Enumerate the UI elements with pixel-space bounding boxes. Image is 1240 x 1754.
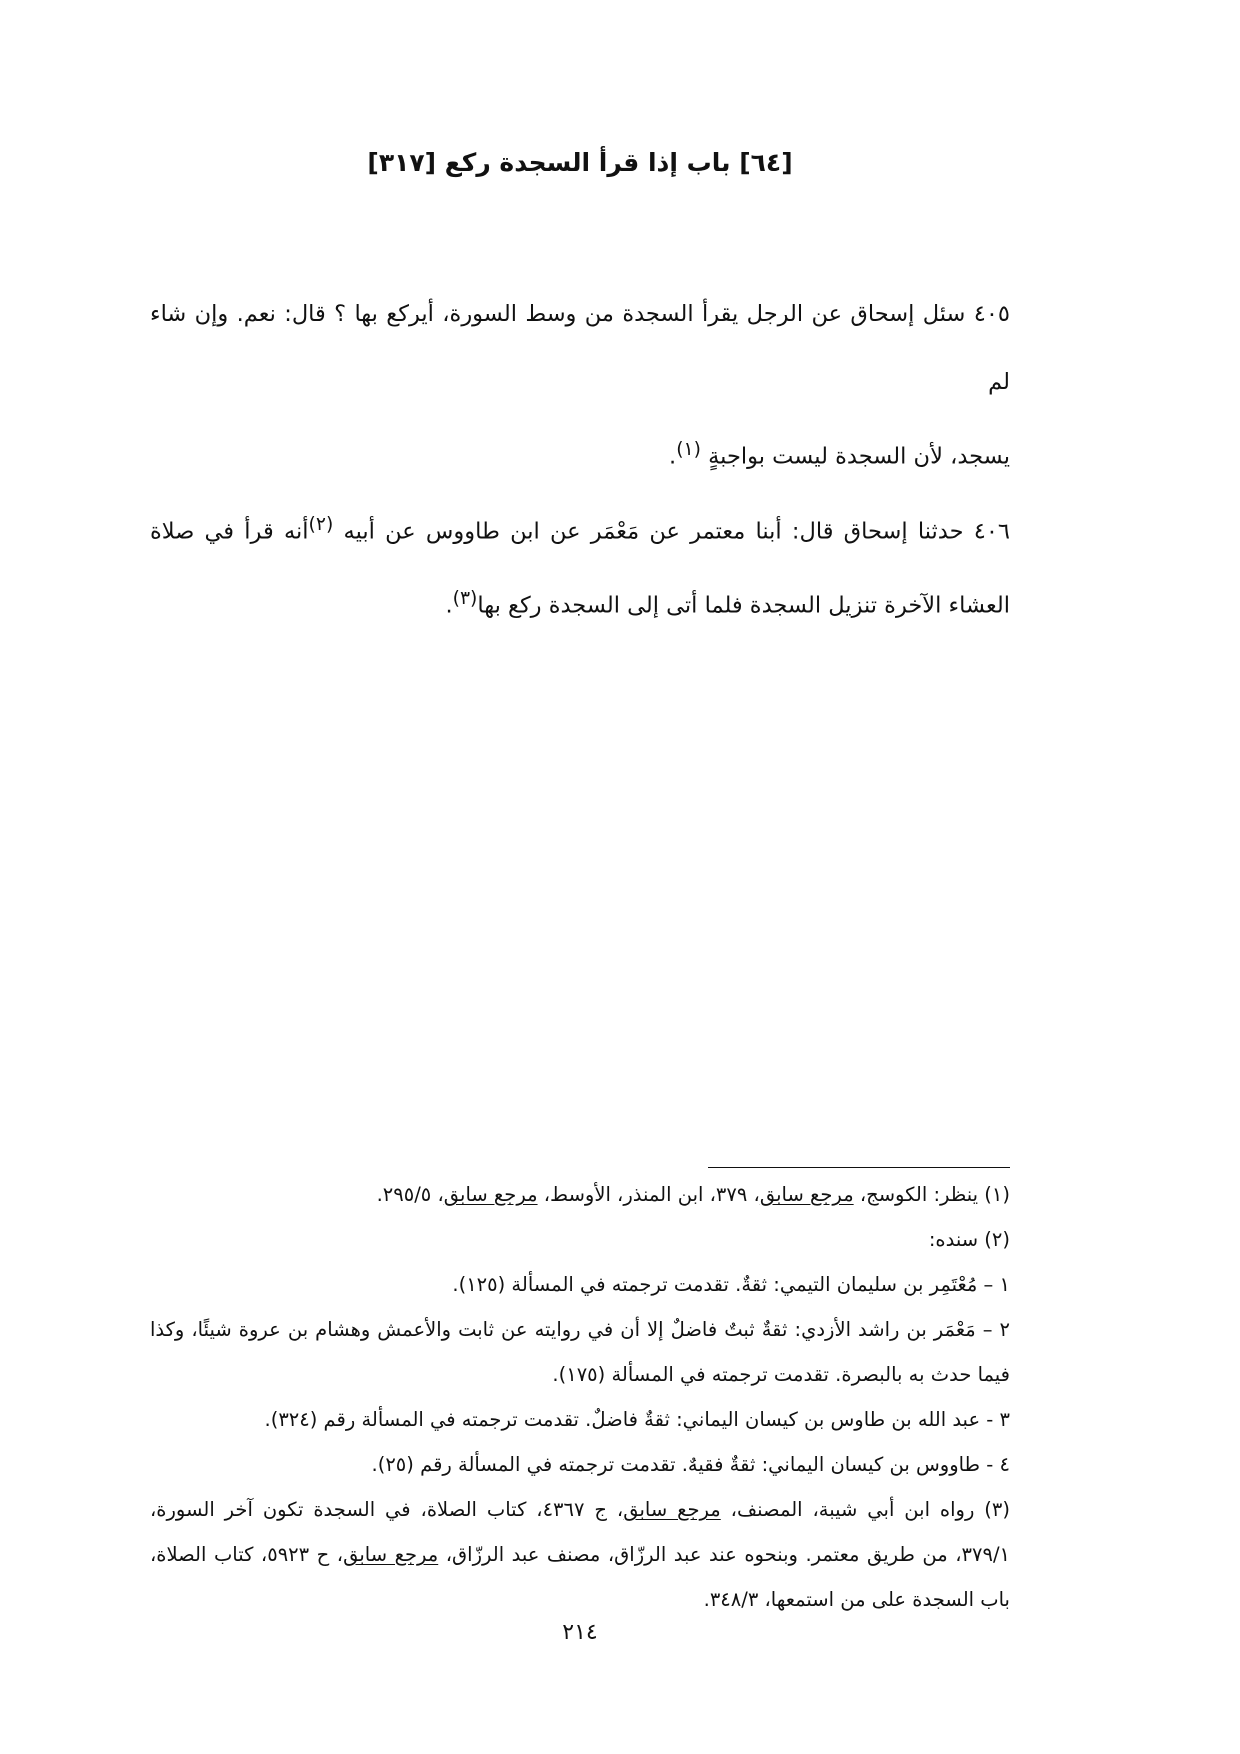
footnote-2-item-4: ٤ - طاووس بن كيسان اليماني: ثقةٌ فقيهٌ. تقدمت ترجمته في المسألة رقم (٢٥). [371, 1453, 1010, 1476]
footnote-3-text-b: ، ج ٤٣٦٧، كتاب الصلاة، في السجدة تكون آخر السورة، ٣٧٩/١، من طريق معتمر. وبنحوه عند عبد الرزّاق، مصنف عبد الرزّاق، [150, 1498, 1011, 1566]
footnote-marker-2[interactable]: (٢) [308, 513, 334, 535]
footnotes [150, 1172, 1010, 1622]
footnote-2-heading: (٢) سنده: [928, 1228, 1010, 1251]
footnote-marker-3[interactable]: (٣) [452, 588, 478, 609]
footnote-marker-1[interactable]: (١) [676, 439, 701, 460]
footnote-1 [150, 1172, 1010, 1217]
page-number: ٢١٤ [562, 1620, 598, 1645]
footnote-2-item-1: ١ – مُعْتَمِر بن سليمان التيمي: ثقةٌ. تقدمت ترجمته في المسألة (١٢٥). [452, 1273, 1010, 1296]
footnote-1-text-a: (١) ينظر: الكوسج، [853, 1183, 1010, 1206]
paragraph-405-line2: يسجد، لأن السجدة ليست بواجبةٍ [708, 443, 1010, 470]
reference-link: مرجع سابق [759, 1183, 854, 1206]
paragraph-405-line1: ٤٠٥ سئل إسحاق عن الرجل يقرأ السجدة من وسط السورة، أيركع بها ؟ قال: نعم. وإن شاء لم [150, 301, 1010, 395]
footnote-3 [150, 1487, 1010, 1622]
paragraph-406-text-b: أنه قرأ في صلاة العشاء الآخرة تنزيل السجدة فلما أتى إلى السجدة ركع بها [150, 518, 1010, 619]
footnote-separator [708, 1167, 1010, 1168]
period: . [445, 592, 453, 619]
period: . [669, 443, 677, 470]
footnote-2-item-3: ٣ - عبد الله بن طاوس بن كيسان اليماني: ثقةٌ فاضلٌ. تقدمت ترجمته في المسألة رقم (٣٢٤). [264, 1408, 1010, 1431]
footnote-3-text-c: ، ح ٥٩٢٣، كتاب الصلاة، باب السجدة على من استمعها، ٣٤٨/٣. [150, 1543, 1010, 1611]
paragraph-406-text-a: ٤٠٦ حدثنا إسحاق قال: أبنا معتمر عن مَعْمَر عن ابن طاووس عن أبيه [343, 518, 1010, 544]
footnote-1-text-b: ، ٣٧٩، ابن المنذر، الأوسط، [537, 1183, 760, 1206]
main-text [150, 280, 1010, 640]
footnote-2-item-2: ٢ – مَعْمَر بن راشد الأزدي: ثقةٌ ثبتٌ فاضلٌ إلا أن في روايته عن ثابت والأعمش وهشام بن عروة شيئًا، وكذا فيما حدث به بالبصرة. تقدمت ترجمته في المسألة (١٧٥). [150, 1318, 1010, 1386]
footnote-3-text-a: (٣) رواه ابن أبي شيبة، المصنف، [720, 1498, 1010, 1521]
footnote-1-text-c: ، ٢٩٥/٥. [376, 1183, 444, 1206]
paragraph-405 [150, 280, 1010, 491]
paragraph-406 [150, 491, 1010, 640]
chapter-title: [٦٤] باب إذا قرأ السجدة ركع [٣١٧] [367, 148, 793, 177]
reference-link: مرجع سابق [343, 1543, 439, 1566]
reference-link: مرجع سابق [443, 1183, 538, 1206]
reference-link: مرجع سابق [623, 1498, 721, 1521]
